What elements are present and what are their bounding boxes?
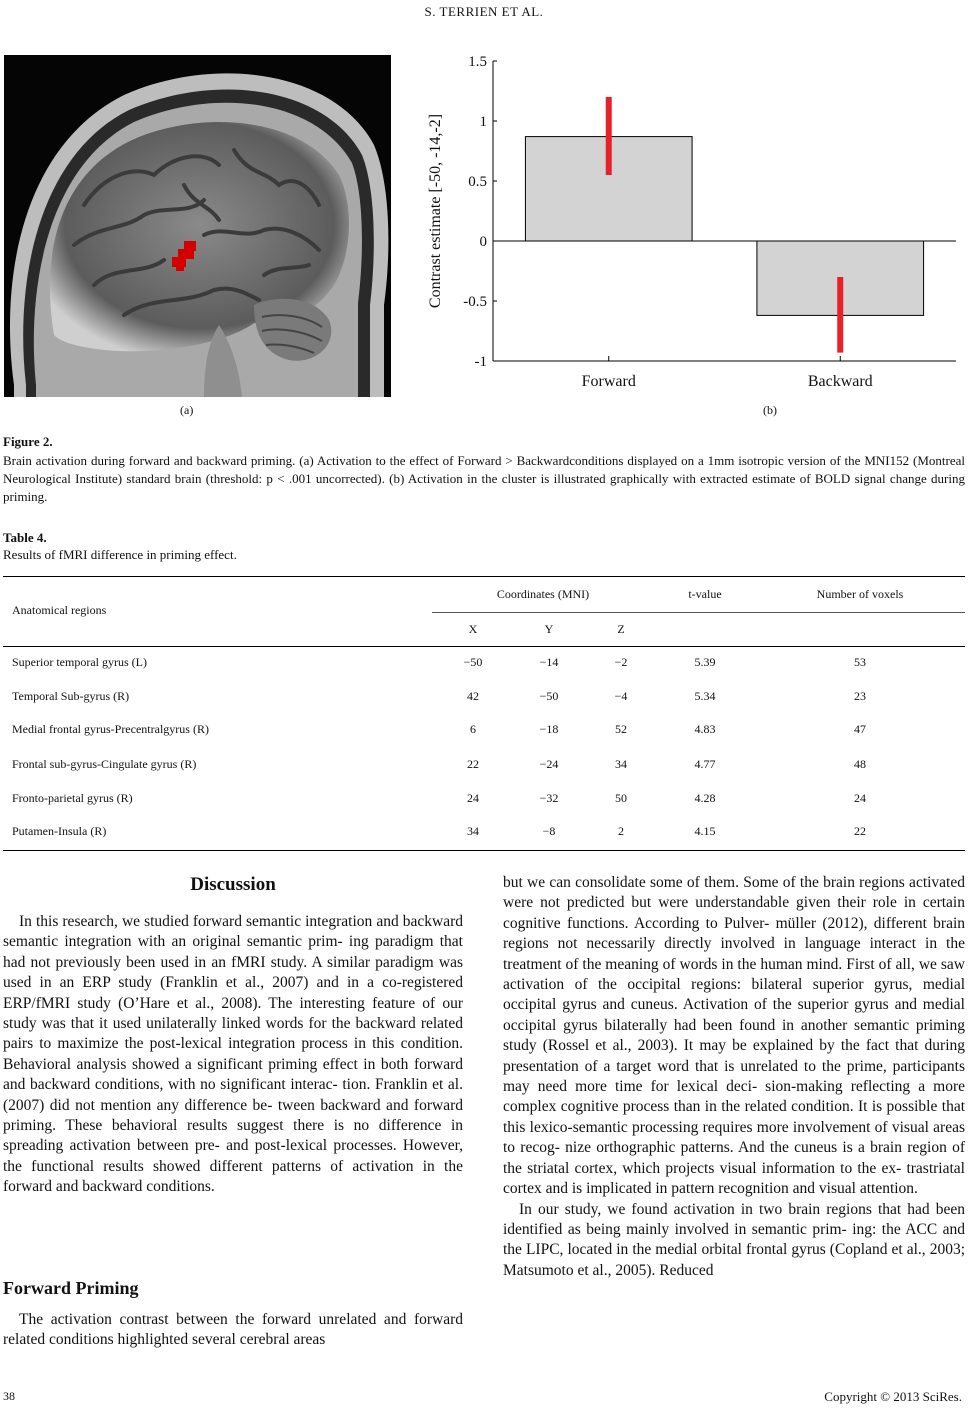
y-tick-label: 0.5: [468, 174, 487, 190]
header-z: Z: [617, 622, 625, 636]
contrast-bar-chart: [420, 45, 968, 400]
y-tick-label: 0: [479, 234, 487, 250]
cell-region: Superior temporal gyrus (L): [12, 655, 147, 669]
forward-priming-heading: Forward Priming: [3, 1278, 139, 1298]
cell-voxels: 47: [854, 722, 866, 736]
cell-x: 34: [467, 824, 479, 838]
panel-b-label: (b): [763, 403, 777, 417]
y-tick-label: -0.5: [463, 294, 487, 310]
cell-y: −14: [539, 655, 559, 669]
brain-image: [4, 55, 391, 397]
copyright: Copyright © 2013 SciRes.: [824, 1389, 962, 1404]
cell-z: 50: [615, 791, 627, 805]
figure-caption: Brain activation during forward and backward priming. (a) Activation to the effect of Forward > Backwardconditions displayed on a 1mm isotropic version of the MNI152 (Montreal Neurological Institute) standard brain (threshold: p < .001 uncorrected). (b) Activation in the cluster is illustrated graphically with extracted estimate of BOLD signal change during priming.: [3, 453, 965, 504]
table-header-rule: [3, 646, 965, 647]
cell-z: 34: [615, 757, 627, 771]
cell-region: Frontal sub-gyrus-Cingulate gyrus (R): [12, 757, 197, 771]
panel-a-label: (a): [180, 403, 194, 417]
figure-title: Figure 2.: [3, 434, 53, 449]
table-title: Table 4.: [3, 530, 47, 545]
cell-voxels: 22: [854, 824, 866, 838]
header-coordinates: Coordinates (MNI): [496, 587, 590, 601]
cell-region: Temporal Sub-gyrus (R): [12, 689, 130, 703]
cell-z: 52: [615, 722, 627, 736]
cell-t-value: 4.83: [694, 722, 716, 736]
cell-t-value: 4.77: [694, 757, 716, 771]
x-tick-label: Backward: [807, 373, 873, 390]
page-number: 38: [3, 1389, 15, 1403]
cell-region: Fronto-parietal gyrus (R): [12, 791, 133, 805]
cell-x: −50: [463, 655, 483, 669]
cell-y: −24: [539, 757, 559, 771]
y-tick-label: 1.5: [468, 54, 487, 70]
cell-voxels: 24: [854, 791, 866, 805]
table-bottom-rule: [3, 850, 965, 851]
table-top-rule: [3, 576, 965, 577]
header-y: Y: [544, 622, 554, 636]
cell-x: 42: [467, 689, 479, 703]
cell-y: −50: [539, 689, 559, 703]
brain-illustration: [4, 55, 391, 397]
cell-t-value: 5.39: [694, 655, 716, 669]
header-t-value: t-value: [688, 587, 722, 601]
cell-y: −8: [542, 824, 556, 838]
cell-y: −32: [539, 791, 559, 805]
discussion-heading: Discussion: [190, 874, 276, 895]
running-header: S. TERRIEN ET AL.: [424, 4, 544, 19]
cell-t-value: 4.28: [694, 791, 716, 805]
discussion-paragraph-4: In our study, we found activation in two brain regions that had been identified as being mainly involved in semantic prim- ing: the ACC and the LIPC, located in the medial orbital frontal gyrus (Copland et al., 2003; Matsumoto et al., 2005). Reduced: [503, 1200, 965, 1279]
cell-voxels: 23: [854, 689, 866, 703]
discussion-paragraph-2: The activation contrast between the forward unrelated and forward related conditions highlighted several cerebral areas: [3, 1311, 463, 1349]
cell-voxels: 53: [854, 655, 866, 669]
cell-z: 2: [618, 824, 624, 838]
table-caption: Results of fMRI difference in priming effect.: [3, 547, 237, 562]
x-tick-label: Forward: [581, 373, 636, 390]
cell-region: Medial frontal gyrus-Precentralgyrus (R): [12, 722, 209, 736]
cell-x: 22: [467, 757, 479, 771]
forward-priming-text: [3, 1310, 463, 1351]
cell-x: 6: [470, 722, 476, 736]
cell-t-value: 4.15: [694, 824, 716, 838]
cell-region: Putamen-Insula (R): [12, 824, 107, 838]
discussion-paragraph-1: In this research, we studied forward semantic integration and backward semantic integration with an original semantic prim- ing paradigm that had not previously been used in an fMRI study. A similar paradigm was used in an ERP study (Franklin et al., 2007) and in a co-registered ERP/fMRI study (O’Hare et al., 2008). The interesting feature of our study was that it used unilaterally linked words for the backward related pairs to maximize the post-lexical integration process in this condition. Behavioral analysis showed a significant priming effect in both forward and backward conditions, with no significant interac- tion. Franklin et al. (2007) did not mention any difference be- tween backward and forward priming. These behavioral results suggest there is no difference in spreading activation between pre- and post-lexical processes. However, the functional results showed different patterns of activation in the forward and backward conditions.: [3, 913, 463, 1196]
discussion-paragraph-3: but we can consolidate some of them. Some of the brain regions activated were not predicted but were understandable given their role in certain cognitive functions. According to Pulver- müller (2012), different brain regions not necessarily directly involved in language interact in the treatment of the meaning of words in the human mind. First of all, we saw activation of the occipital regions: bilateral superior gyrus, medial occipital gyrus and cuneus. Activation of the superior gyrus and medial occipital gyrus bilaterally had been found in another semantic priming study (Rossel et al., 2003). It may be explained by the fact that during presentation of a target word that is unrelated to the prime, participants may need more time for lexical deci- sion-making reflecting a more complex cognitive process than in the related condition. It is possible that this lexico-semantic processing requires more involvement of visual areas to recog- nize orthographic patterns. And the cuneus is a brain region of the striatal cortex, which projects visual information to the ex- trastriatal cortex and is implicated in pattern recognition and visual attention.: [503, 874, 965, 1198]
y-axis-label: Contrast estimate [-50, -14,-2]: [427, 113, 444, 309]
cell-x: 24: [467, 791, 479, 805]
y-tick-label: -1: [474, 354, 487, 370]
y-tick-label: 1: [479, 114, 487, 130]
discussion-left-column: [3, 912, 463, 1198]
header-number-of-voxels: Number of voxels: [816, 587, 904, 601]
cell-z: −2: [614, 655, 628, 669]
cell-y: −18: [539, 722, 559, 736]
cell-voxels: 48: [854, 757, 866, 771]
header-anatomical-regions: Anatomical regions: [12, 603, 107, 617]
cell-t-value: 5.34: [694, 689, 716, 703]
cell-z: −4: [614, 689, 628, 703]
header-x: X: [468, 622, 478, 636]
table-subheader-rule: [432, 612, 965, 613]
discussion-right-column: [503, 873, 965, 1281]
